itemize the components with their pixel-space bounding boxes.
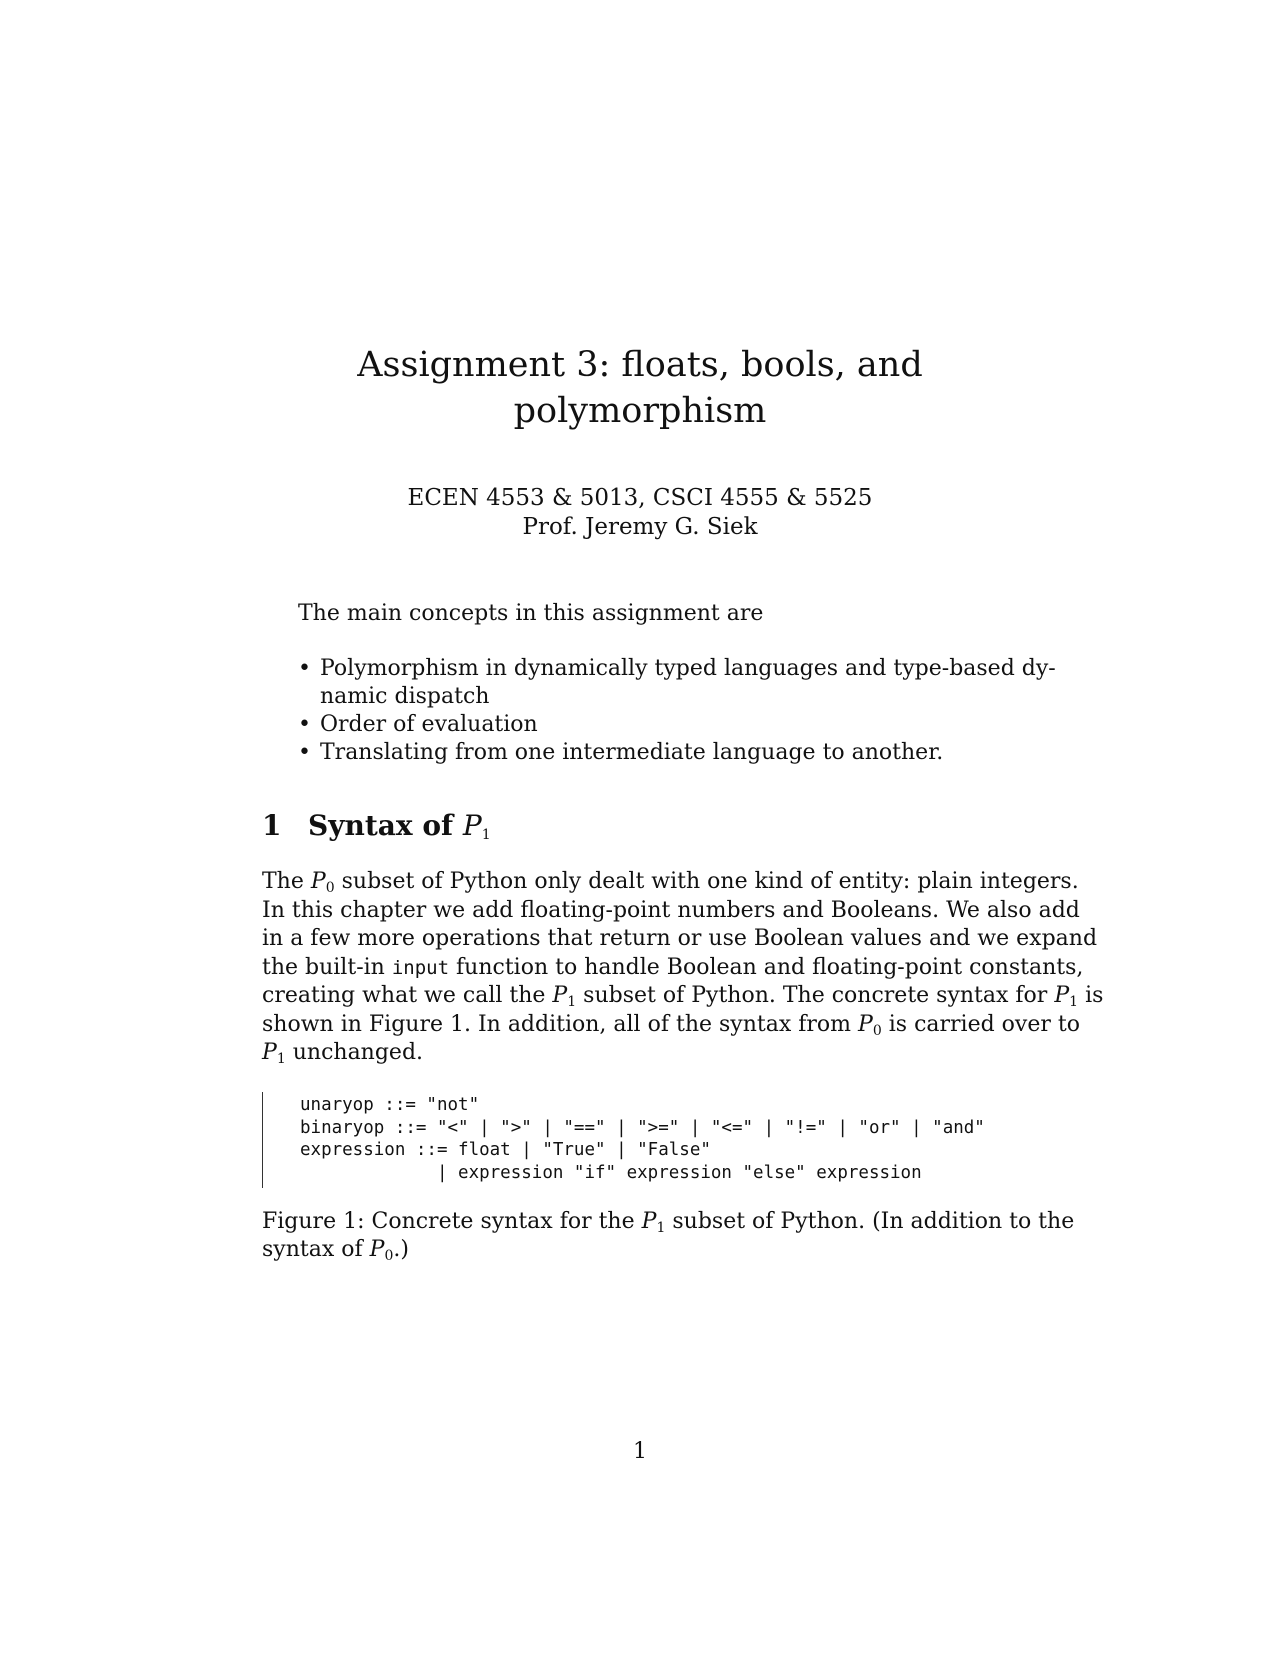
list-item-text: Order of evaluation: [320, 712, 538, 737]
section-math-symbol: [463, 809, 491, 842]
title-line-2: polymorphism: [513, 391, 767, 431]
list-item: [298, 711, 1018, 739]
code-line: unaryop ::= "not": [300, 1095, 480, 1115]
paragraph-line: In this chapter we add floating-point numbers and Booleans. We also add: [262, 897, 1080, 923]
concepts-list: [298, 655, 1056, 767]
math-p0: [311, 869, 335, 894]
paragraph-line: [262, 1011, 1103, 1040]
code-lines: [300, 1094, 985, 1184]
intro-text: The main concepts in this assignment are: [298, 601, 764, 626]
body-paragraph: [262, 868, 1103, 1068]
math-letter: P: [369, 1237, 385, 1262]
page-number: 1: [633, 1439, 647, 1464]
paragraph-line: [262, 982, 1103, 1011]
math-p1: [1054, 983, 1078, 1008]
math-letter: P: [552, 983, 568, 1008]
course-codes: ECEN 4553 & 5013, CSCI 4555 & 5525: [407, 485, 873, 511]
text: creating what we call the: [262, 983, 546, 1008]
text: subset of Python only dealt with one kind of entity: plain integers.: [341, 869, 1079, 894]
course-info: [0, 484, 1280, 542]
text: syntax of: [262, 1237, 363, 1262]
bullet-icon: •: [298, 656, 311, 681]
math-p1: [262, 1040, 286, 1065]
math-subscript: 1: [567, 994, 577, 1010]
text: shown in Figure 1. In addition, all of the syntax from: [262, 1011, 852, 1037]
math-letter: P: [1054, 983, 1070, 1008]
math-letter: P: [262, 1040, 277, 1065]
text: Figure 1: Concrete syntax for the: [262, 1209, 635, 1234]
caption-line: [262, 1208, 1074, 1236]
math-letter: P: [462, 809, 482, 842]
paragraph-line: in a few more operations that return or use Boolean values and we expand: [262, 926, 1098, 951]
text: is: [1085, 983, 1104, 1008]
section-heading: [262, 808, 491, 844]
text: .): [393, 1237, 409, 1262]
math-subscript: 1: [276, 1051, 286, 1067]
math-subscript: 0: [384, 1248, 394, 1264]
list-item: [298, 739, 1018, 767]
list-item-text: Polymorphism in dynamically typed languages and type-based dy-: [320, 656, 1056, 681]
list-item-text: Translating from one intermediate language to another.: [320, 740, 944, 765]
paragraph-line: [262, 868, 1103, 897]
text: subset of Python. (In addition to the: [672, 1209, 1075, 1234]
text: is carried over to: [888, 1011, 1080, 1037]
section-number: 1: [262, 809, 282, 842]
math-letter: P: [310, 869, 326, 894]
bullet-icon: •: [298, 712, 311, 737]
text: the built-in: [262, 954, 385, 980]
inline-code: input: [391, 956, 450, 979]
math-subscript: 0: [872, 1022, 882, 1039]
text: subset of Python. The concrete syntax for: [583, 983, 1048, 1008]
bullet-icon: •: [298, 740, 311, 765]
math-letter: P: [641, 1209, 657, 1234]
text: unchanged.: [292, 1040, 424, 1065]
caption-line: [262, 1236, 1074, 1264]
math-p0: [858, 1012, 882, 1037]
section-title: Syntax of: [308, 809, 454, 842]
math-subscript: 1: [1069, 994, 1079, 1010]
math-p1: [642, 1209, 666, 1234]
list-item-text-cont: namic dispatch: [320, 684, 490, 709]
list-item: [298, 655, 1056, 711]
text: The: [262, 869, 304, 894]
math-p0: [370, 1237, 394, 1262]
text: function to handle Boolean and floating-point constants,: [456, 954, 1084, 980]
code-line: binaryop ::= "<" | ">" | "==" | ">=" | "<=" | "!=" | "or" | "and": [300, 1117, 985, 1138]
math-p1: [552, 983, 576, 1008]
title-line-1: Assignment 3: floats, bools, and: [357, 345, 923, 385]
author: Prof. Jeremy G. Siek: [522, 514, 758, 540]
math-subscript: 0: [325, 880, 335, 896]
paragraph-line: [262, 1039, 1103, 1068]
code-line: expression ::= float | "True" | "False": [300, 1140, 711, 1160]
code-line: | expression "if" expression "else" expression: [300, 1162, 922, 1183]
math-subscript: 1: [656, 1220, 666, 1236]
document-title: [0, 342, 1280, 434]
figure-caption: [262, 1208, 1074, 1264]
paragraph-line: [262, 954, 1103, 983]
grammar-code-block: [262, 1092, 985, 1188]
math-subscript: 1: [481, 827, 491, 843]
math-letter: P: [858, 1011, 873, 1037]
